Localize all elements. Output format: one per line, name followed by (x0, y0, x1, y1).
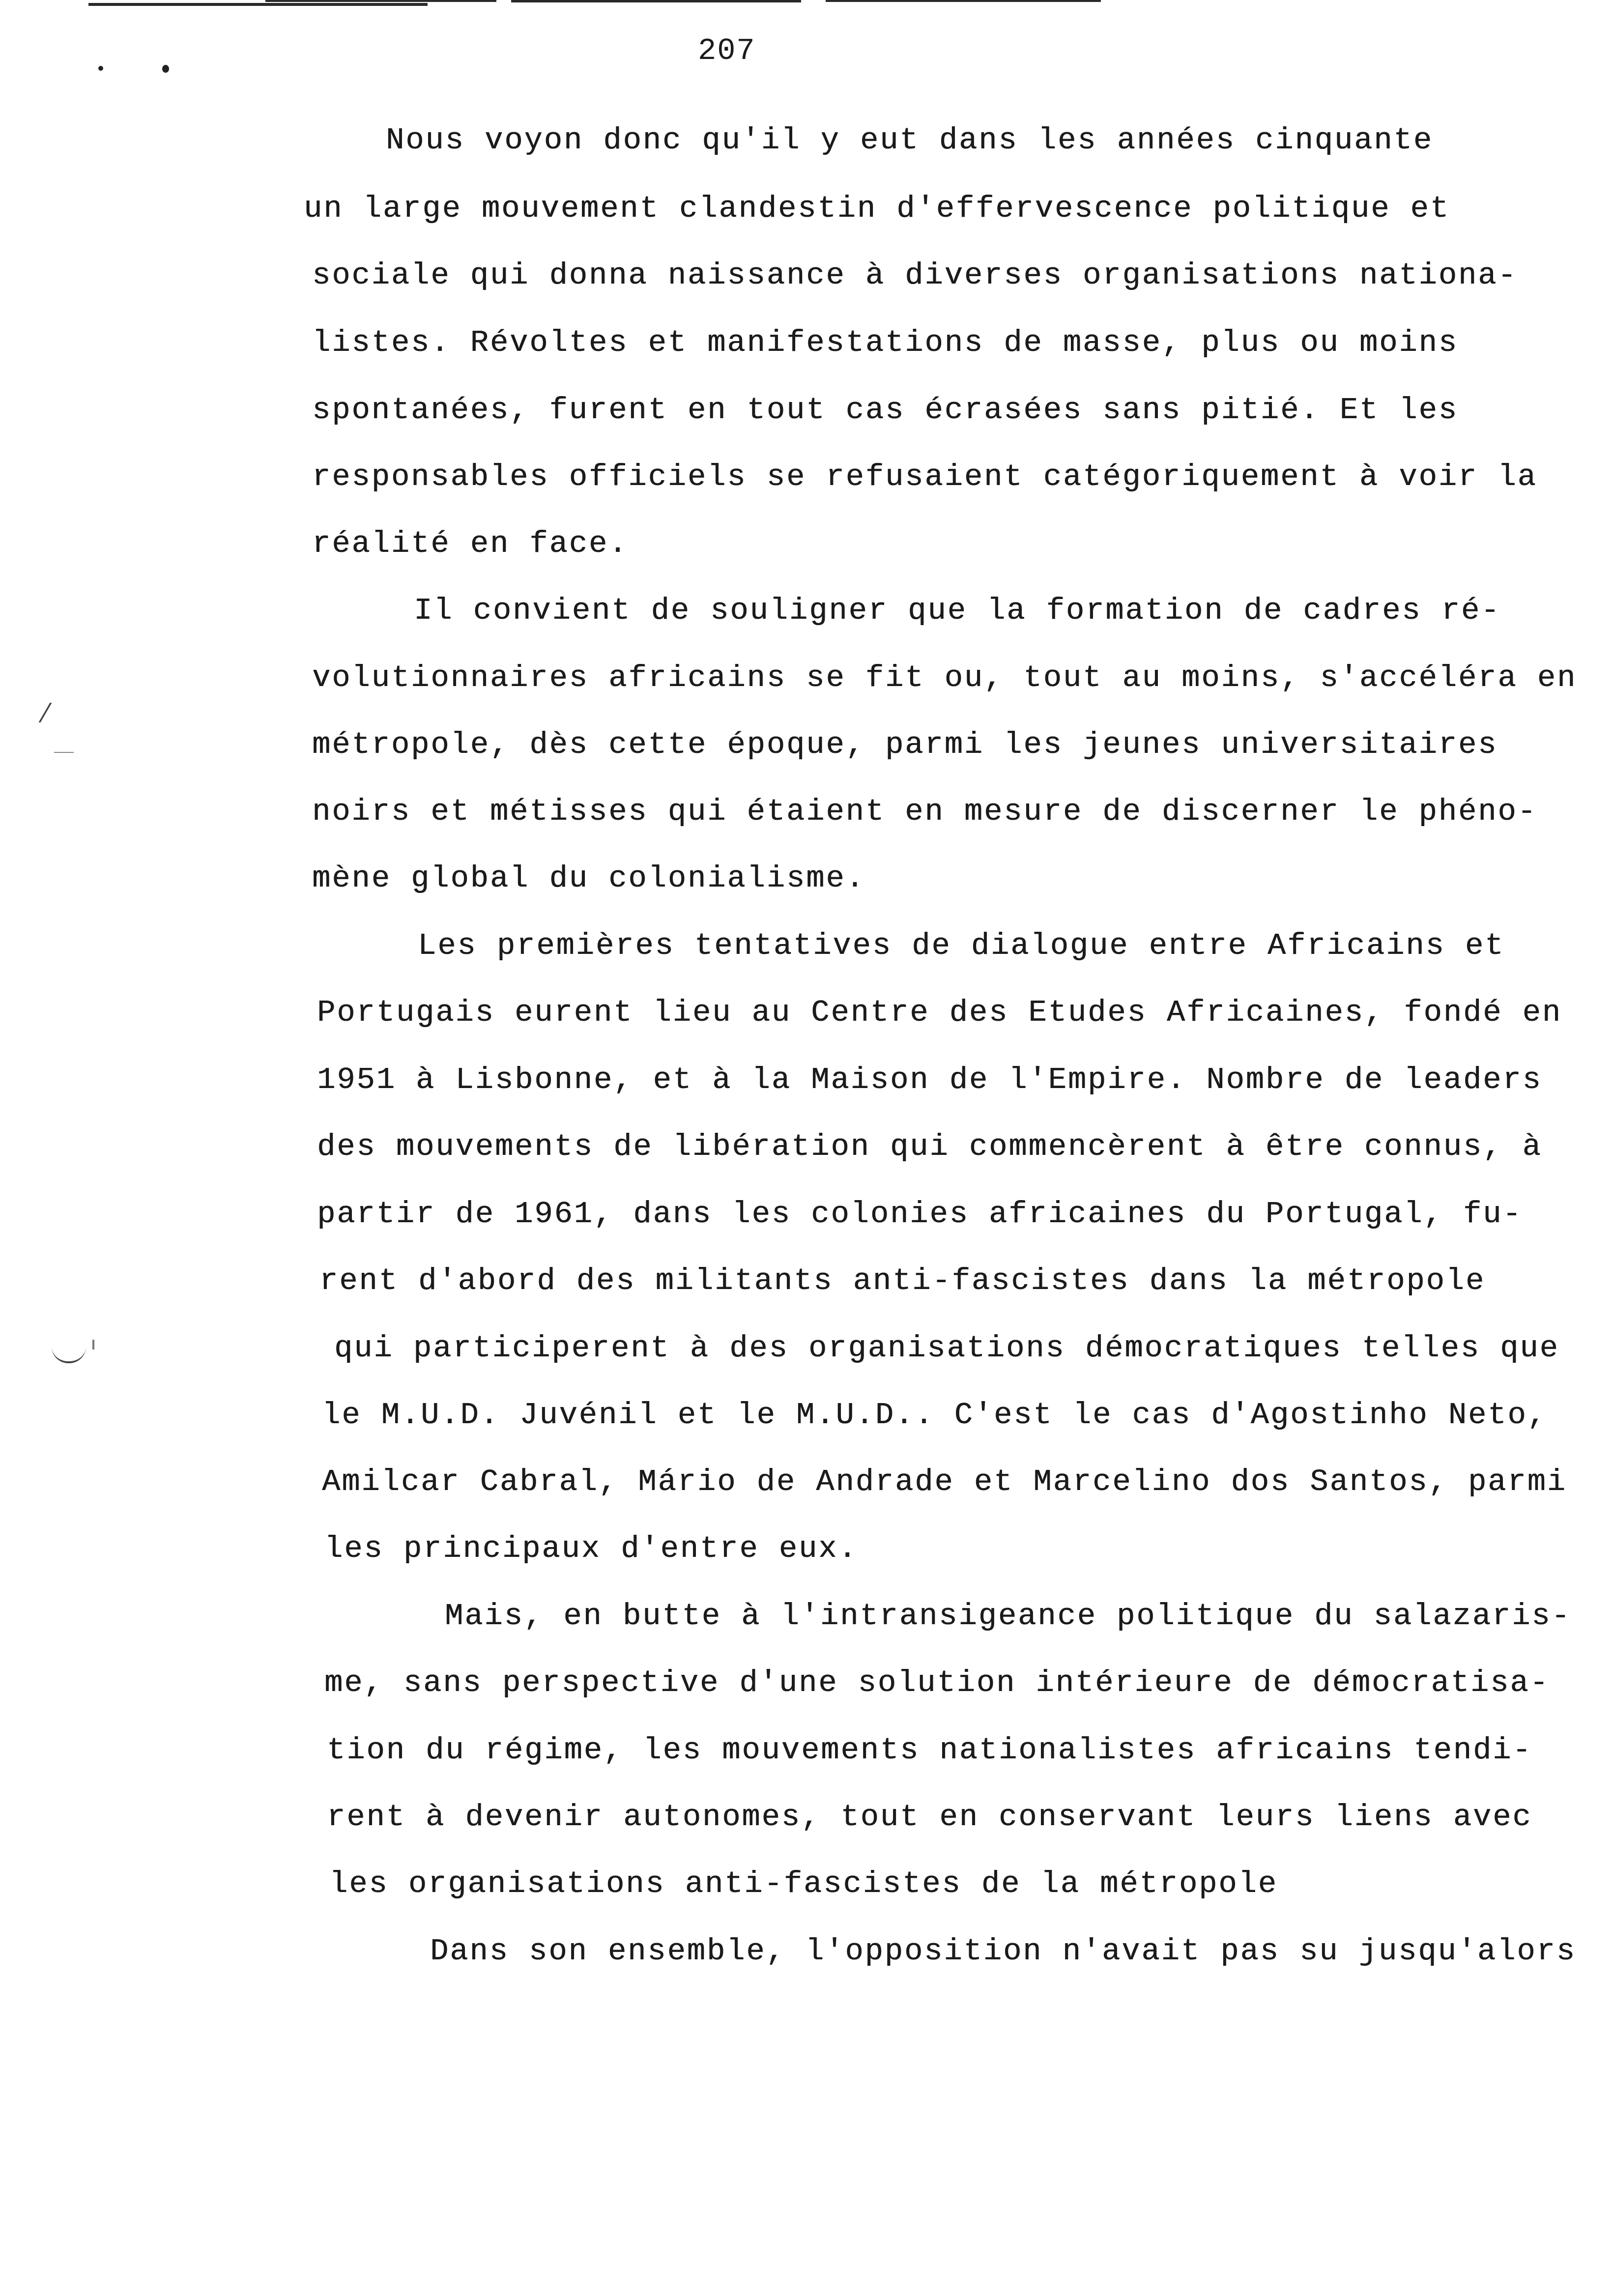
text-line: Portugais eurent lieu au Centre des Etudes Africaines, fondé en (317, 995, 1562, 1030)
text-line: qui participerent à des organisations démocratiques telles que (334, 1331, 1559, 1366)
text-line: spontanées, furent en tout cas écrasées sans pitié. Et les (312, 393, 1458, 428)
page-number: 207 (698, 33, 756, 68)
text-line: sociale qui donna naissance à diverses organisations nationa- (312, 258, 1518, 293)
text-line: 1951 à Lisbonne, et à la Maison de l'Empire. Nombre de leaders (317, 1062, 1542, 1097)
text-line: Les premières tentatives de dialogue entre Africains et (418, 928, 1505, 963)
text-line: des mouvements de libération qui commencèrent à être connus, à (317, 1129, 1542, 1164)
text-line: Dans son ensemble, l'opposition n'avait pas su jusqu'alors (430, 1934, 1576, 1969)
text-line: rent d'abord des militants anti-fascistes dans la métropole (319, 1263, 1486, 1298)
text-line: volutionnaires africains se fit ou, tout au moins, s'accéléra en (312, 660, 1577, 695)
text-line: réalité en face. (312, 526, 629, 561)
text-line: me, sans perspective d'une solution intérieure de démocratisa- (324, 1665, 1550, 1700)
text-line: Mais, en butte à l'intransigeance politique du salazaris- (445, 1599, 1571, 1634)
text-line: Nous voyon donc qu'il y eut dans les années cinquante (386, 123, 1433, 158)
text-line: Il convient de souligner que la formation de cadres ré- (414, 593, 1501, 628)
text-line: le M.U.D. Juvénil et le M.U.D.. C'est le cas d'Agostinho Neto, (322, 1398, 1547, 1433)
text-line: listes. Révoltes et manifestations de masse, plus ou moins (312, 325, 1458, 360)
text-line: partir de 1961, dans les colonies africaines du Portugal, fu- (317, 1197, 1523, 1232)
text-line: métropole, dès cette époque, parmi les jeunes universitaires (312, 727, 1498, 762)
text-line: les organisations anti-fascistes de la métropole (329, 1866, 1278, 1901)
text-line: un large mouvement clandestin d'effervescence politique et (304, 191, 1450, 226)
text-line: responsables officiels se refusaient catégoriquement à voir la (312, 459, 1537, 494)
text-line: tion du régime, les mouvements nationalistes africains tendi- (327, 1733, 1532, 1768)
text-line: Amilcar Cabral, Mário de Andrade et Marcelino dos Santos, parmi (322, 1464, 1567, 1499)
text-line: mène global du colonialisme. (312, 861, 865, 896)
text-line: noirs et métisses qui étaient en mesure de discerner le phéno- (312, 794, 1537, 829)
text-line: rent à devenir autonomes, tout en conservant leurs liens avec (327, 1800, 1532, 1835)
text-line: les principaux d'entre eux. (324, 1531, 858, 1566)
